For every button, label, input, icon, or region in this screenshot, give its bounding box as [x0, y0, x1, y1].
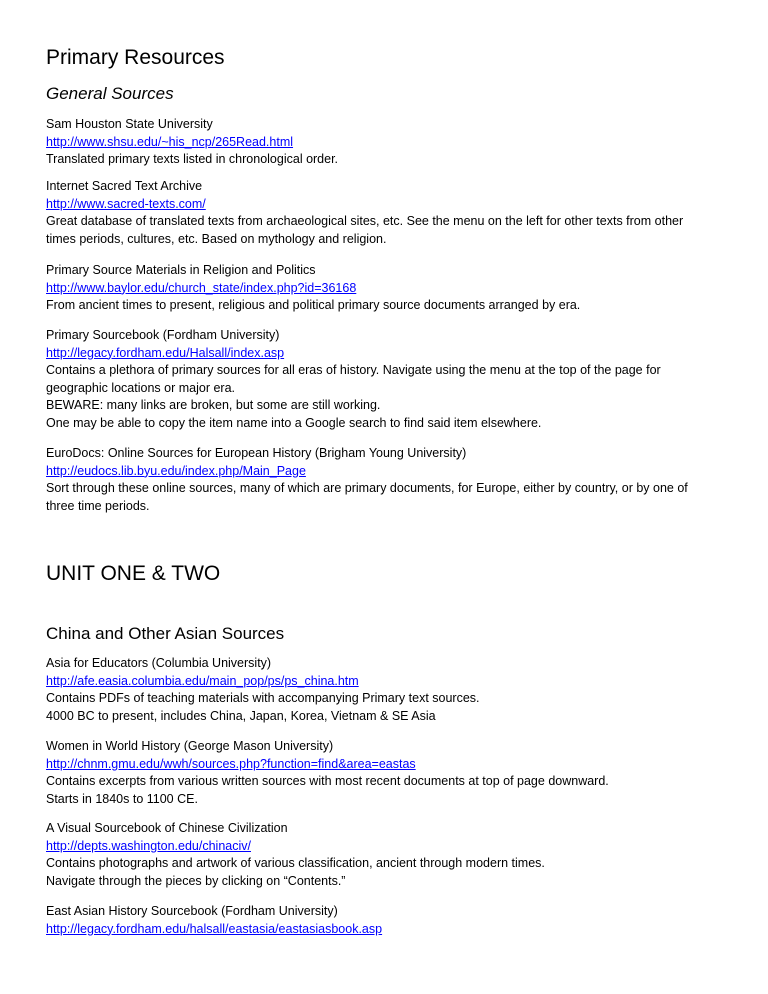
source-entry [46, 116, 338, 169]
source-name: A Visual Sourcebook of Chinese Civilization [46, 821, 288, 835]
source-name: EuroDocs: Online Sources for European History (Brigham Young University) [46, 446, 467, 460]
source-entry [46, 738, 609, 808]
source-entry [46, 820, 545, 890]
source-description: From ancient times to present, religious and political primary source documents arranged by era. [46, 298, 581, 312]
source-entry [46, 655, 480, 725]
source-name: Women in World History (George Mason University) [46, 739, 334, 753]
source-link[interactable]: http://www.baylor.edu/church_state/index.php?id=36168 [46, 280, 357, 295]
source-link[interactable]: http://afe.easia.columbia.edu/main_pop/ps/ps_china.htm [46, 673, 359, 688]
source-entry [46, 327, 661, 432]
source-link[interactable]: http://www.shsu.edu/~his_ncp/265Read.html [46, 134, 294, 149]
source-description: One may be able to copy the item name into a Google search to find said item elsewhere. [46, 415, 542, 430]
source-description: Contains PDFs of teaching materials with accompanying Primary text sources. [46, 691, 480, 705]
section-heading-china: China and Other Asian Sources [46, 624, 285, 643]
source-entry [46, 903, 382, 938]
source-link[interactable]: http://legacy.fordham.edu/halsall/eastasia/eastasiasbook.asp [46, 921, 383, 936]
source-warning: BEWARE: many links are broken, but some are still working. [46, 398, 381, 412]
source-description: Navigate through the pieces by clicking on “Contents.” [46, 873, 346, 888]
source-description: Sort through these online sources, many of which are primary documents, for Europe, either by country, or by one of [46, 481, 688, 495]
source-description: times periods, cultures, etc. Based on mythology and religion. [46, 231, 387, 246]
source-link[interactable]: http://chnm.gmu.edu/wwh/sources.php?function=find&area=eastas [46, 756, 416, 771]
source-link[interactable]: http://legacy.fordham.edu/Halsall/index.asp [46, 345, 285, 360]
source-name: Sam Houston State University [46, 117, 213, 131]
source-link[interactable]: http://www.sacred-texts.com/ [46, 196, 206, 211]
section-heading-general: General Sources [46, 84, 174, 103]
source-link[interactable]: http://depts.washington.edu/chinaciv/ [46, 838, 251, 853]
source-name: Internet Sacred Text Archive [46, 179, 203, 193]
unit-heading: UNIT ONE & TWO [46, 562, 221, 585]
source-description: Great database of translated texts from archaeological sites, etc. See the menu on the left for other texts from other [46, 214, 684, 228]
source-entry [46, 262, 580, 315]
source-name: Asia for Educators (Columbia University) [46, 656, 272, 670]
source-name: East Asian History Sourcebook (Fordham University) [46, 904, 338, 918]
source-name: Primary Sourcebook (Fordham University) [46, 328, 280, 342]
source-entry [46, 178, 683, 248]
source-link[interactable]: http://eudocs.lib.byu.edu/index.php/Main_Page [46, 463, 306, 478]
source-description: Contains photographs and artwork of various classification, ancient through modern times. [46, 856, 545, 870]
page-title: Primary Resources [46, 46, 225, 69]
source-entry [46, 445, 688, 515]
source-description: geographic locations or major era. [46, 380, 235, 395]
source-description: 4000 BC to present, includes China, Japan, Korea, Vietnam & SE Asia [46, 708, 436, 723]
source-description: Translated primary texts listed in chronological order. [46, 152, 339, 166]
source-description: three time periods. [46, 498, 150, 513]
source-name: Primary Source Materials in Religion and Politics [46, 263, 316, 277]
source-description: Contains excerpts from various written sources with most recent documents at top of page downward. [46, 774, 609, 788]
source-description: Starts in 1840s to 1100 CE. [46, 791, 198, 806]
source-description: Contains a plethora of primary sources for all eras of history. Navigate using the menu at the top of the page for [46, 363, 661, 377]
